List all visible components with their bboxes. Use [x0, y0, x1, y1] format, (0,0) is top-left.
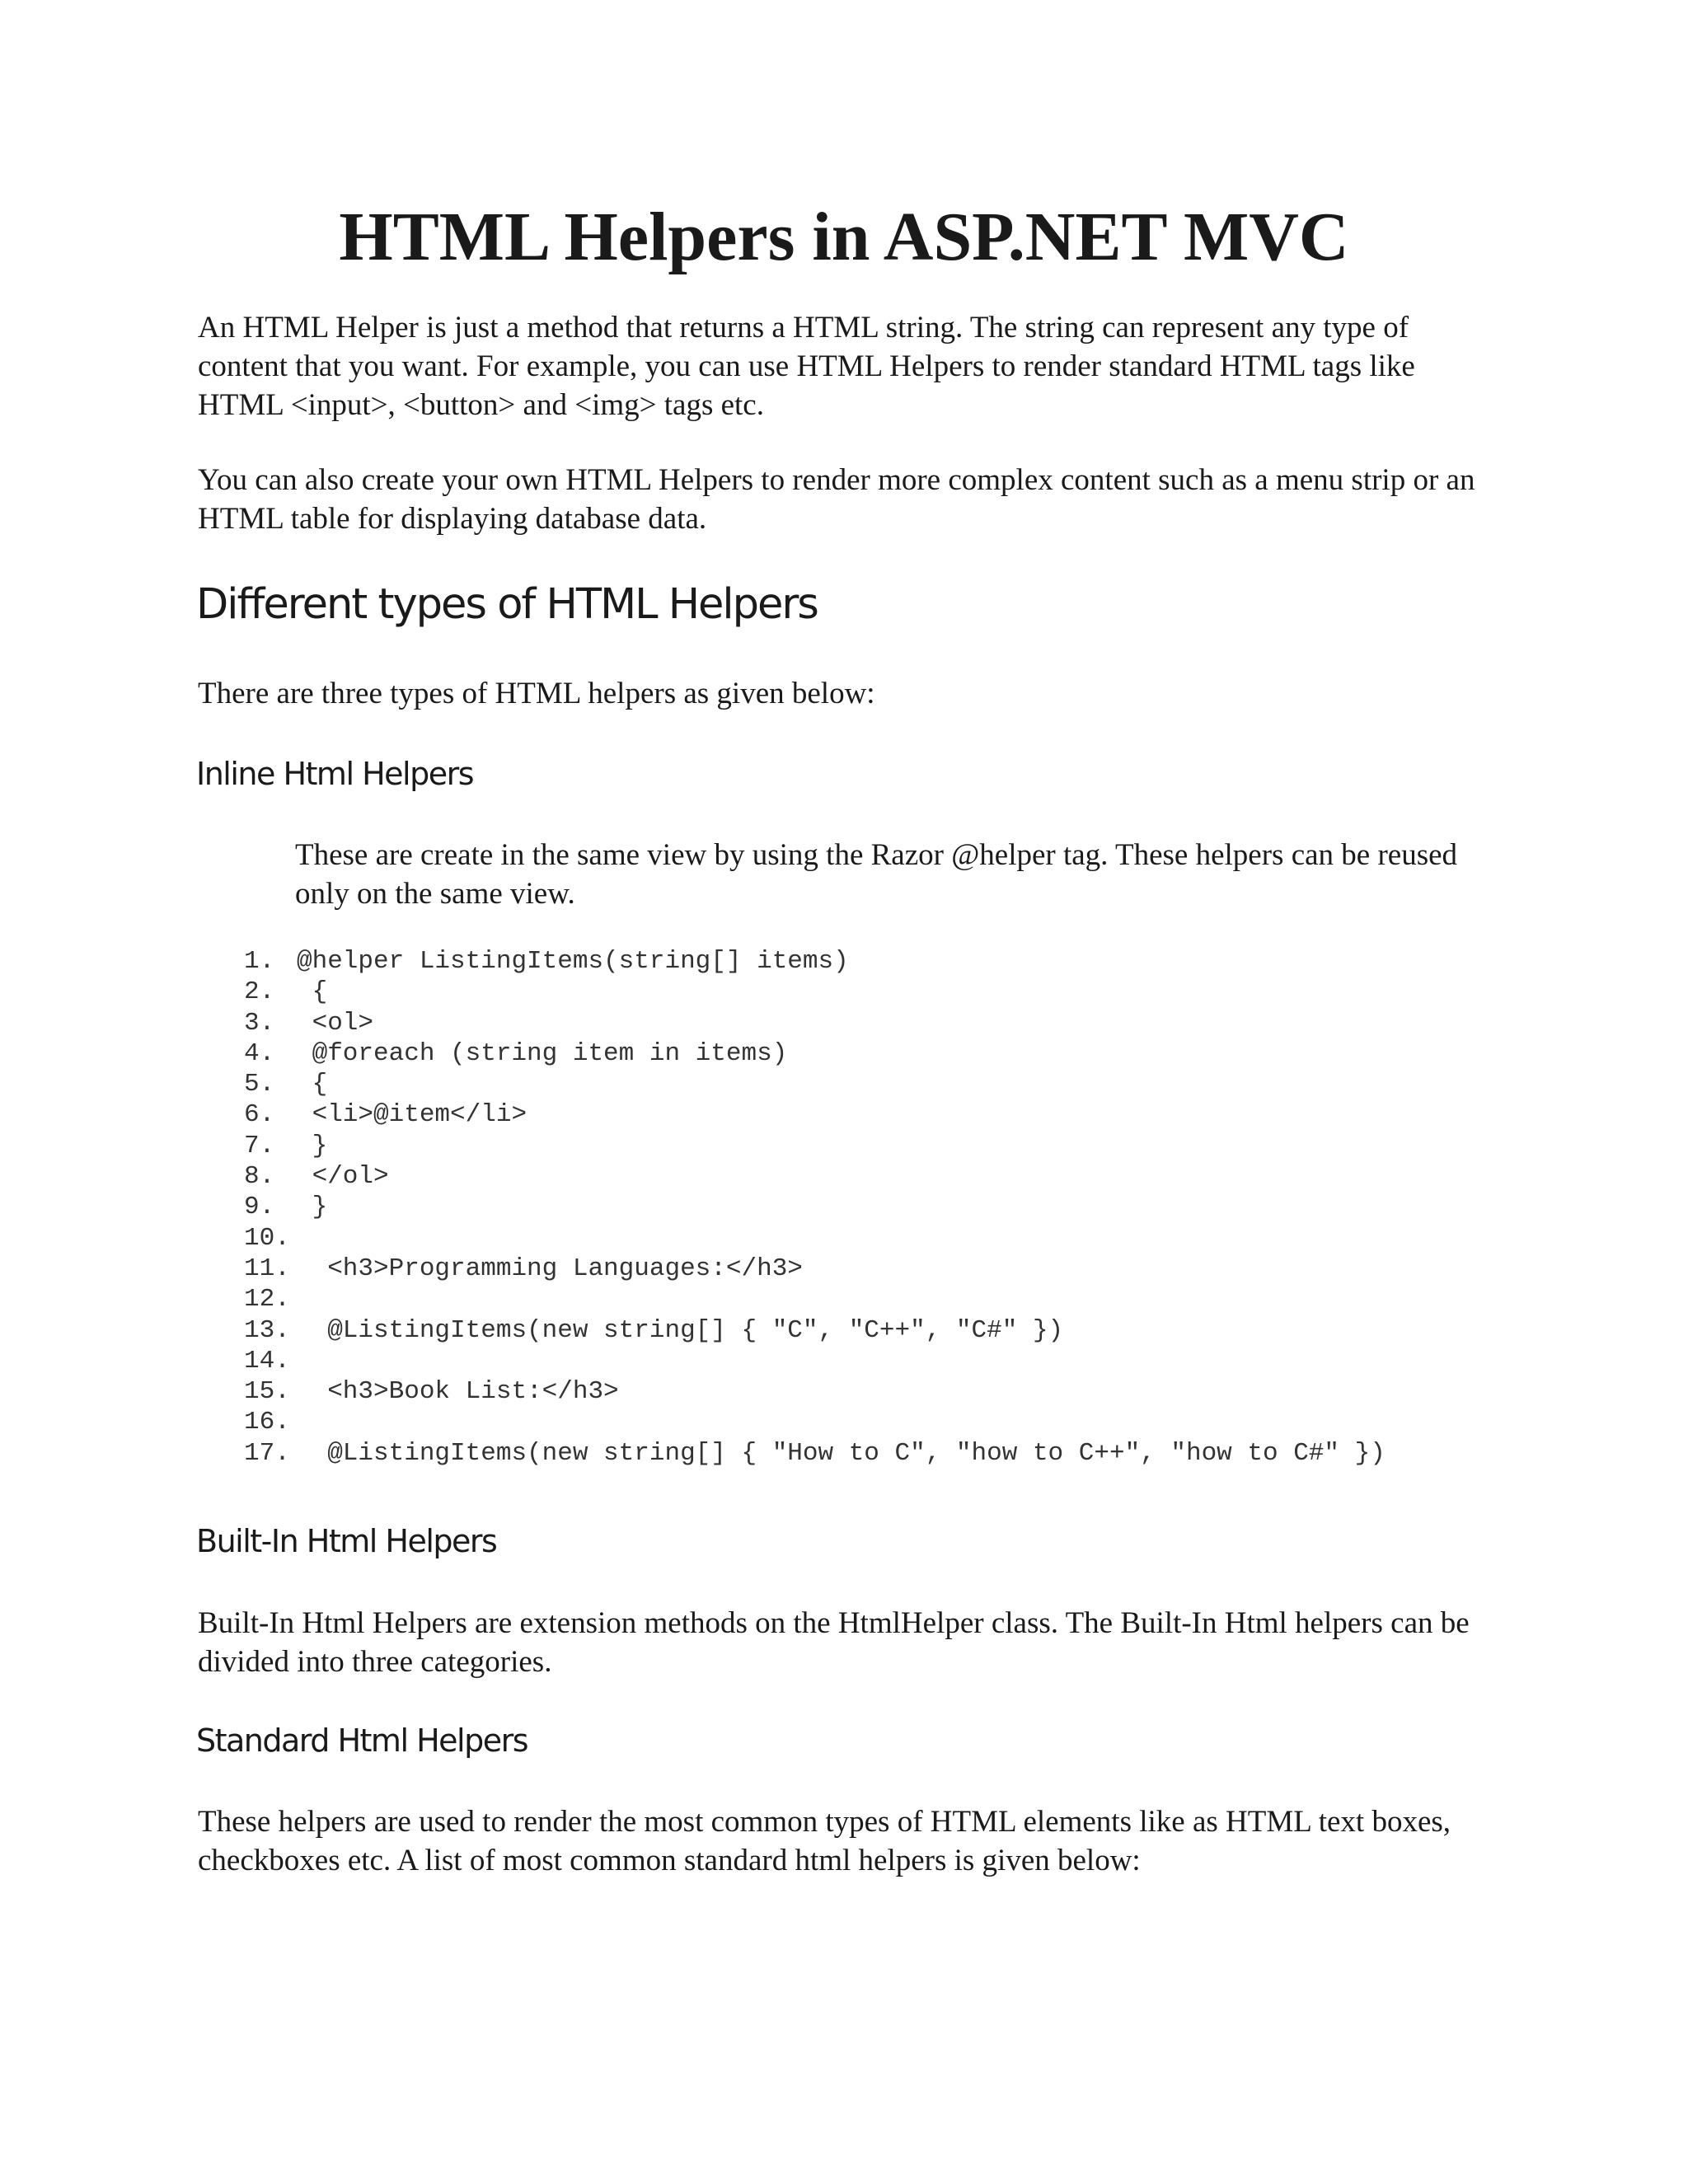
code-line: [244, 1008, 1386, 1038]
intro-paragraph-2: You can also create your own HTML Helpers to render more complex content such as a menu strip or an HTML table for displaying database data.: [198, 463, 1483, 536]
code-listing: [244, 946, 1386, 1469]
builtin-paragraph: Built-In Html Helpers are extension methods on the HtmlHelper class. The Built-In Html helpers can be divided into three categories.: [198, 1606, 1477, 1679]
code-line: [244, 946, 1386, 977]
section-heading-builtin: Built-In Html Helpers: [196, 1523, 497, 1559]
code-line-number: 10.: [244, 1223, 290, 1253]
code-line-text: @ListingItems(new string[] { "How to C", "how to C++", "how to C#" }): [297, 1438, 1386, 1468]
code-line: [244, 977, 1386, 1007]
code-line: [244, 1284, 1386, 1315]
code-line: [244, 1223, 1386, 1254]
code-line: [244, 1099, 1386, 1130]
code-line: [244, 1254, 1386, 1284]
code-line: [244, 1131, 1386, 1161]
section-heading-types: Different types of HTML Helpers: [196, 580, 818, 629]
code-line-number: 3.: [244, 1008, 275, 1038]
code-line: [244, 1038, 1386, 1069]
code-line: [244, 1376, 1386, 1407]
code-line-text: </ol>: [297, 1162, 389, 1192]
code-line: [244, 1069, 1386, 1099]
code-line-text: <h3>Book List:</h3>: [297, 1377, 619, 1407]
intro-paragraph-1: An HTML Helper is just a method that returns a HTML string. The string can represent any type of content that you want. For example, you can use HTML Helpers to render standard HTML tags like HTML <input>, <button> and <img> tags etc.: [198, 311, 1423, 422]
code-line-number: 12.: [244, 1285, 290, 1315]
section-heading-standard: Standard Html Helpers: [196, 1722, 528, 1759]
page-title: HTML Helpers in ASP.NET MVC: [339, 199, 1349, 275]
code-line: [244, 1346, 1386, 1376]
section-heading-inline: Inline Html Helpers: [196, 756, 474, 792]
code-line: [244, 1161, 1386, 1192]
code-line-number: 6.: [244, 1100, 275, 1130]
code-line-text: }: [297, 1193, 328, 1222]
code-line-number: 11.: [244, 1254, 290, 1283]
code-line-number: 4.: [244, 1038, 275, 1068]
code-line-number: 2.: [244, 977, 275, 1007]
code-line-text: @helper ListingItems(string[] items): [297, 947, 849, 976]
code-line-text: @foreach (string item in items): [297, 1038, 788, 1068]
code-line-number: 8.: [244, 1162, 275, 1192]
code-line-text: {: [297, 977, 328, 1007]
code-line-number: 17.: [244, 1438, 290, 1468]
code-line-number: 7.: [244, 1131, 275, 1160]
code-line-text: }: [297, 1131, 328, 1160]
code-line-number: 1.: [244, 947, 275, 976]
inline-paragraph: These are create in the same view by using the Razor @helper tag. These helpers can be reused only on the same view.: [295, 838, 1465, 911]
standard-paragraph: These helpers are used to render the most common types of HTML elements like as HTML text boxes, checkboxes etc. A list of most common standard html helpers is given below:: [198, 1805, 1459, 1877]
code-line: [244, 1438, 1386, 1469]
code-line-text: <li>@item</li>: [297, 1100, 528, 1130]
code-line-number: 9.: [244, 1193, 275, 1222]
code-line-number: 14.: [244, 1346, 290, 1376]
code-line: [244, 1315, 1386, 1346]
code-line: [244, 1407, 1386, 1437]
code-line-number: 16.: [244, 1408, 290, 1437]
types-paragraph: There are three types of HTML helpers as given below:: [198, 677, 875, 710]
code-line-number: 5.: [244, 1070, 275, 1099]
code-line-number: 15.: [244, 1377, 290, 1407]
code-line: [244, 1192, 1386, 1222]
code-line-text: <h3>Programming Languages:</h3>: [297, 1254, 803, 1283]
code-line-number: 13.: [244, 1315, 290, 1345]
code-line-text: <ol>: [297, 1008, 374, 1038]
code-line-text: {: [297, 1070, 328, 1099]
code-line-text: @ListingItems(new string[] { "C", "C++", "C#" }): [297, 1315, 1064, 1345]
